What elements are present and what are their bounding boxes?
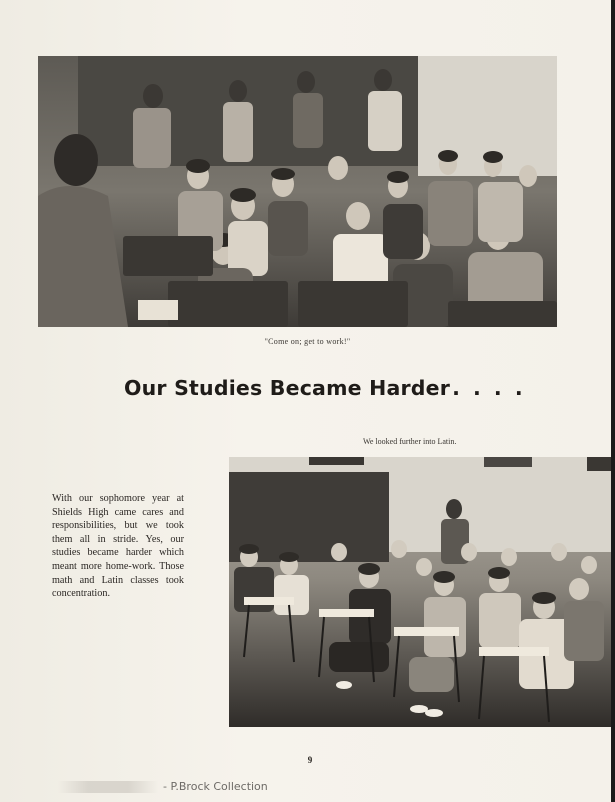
- headline-text: Our Studies Became Harder: [124, 376, 451, 400]
- classroom-photo-top: [38, 56, 557, 327]
- watermark-smudge: [58, 781, 158, 793]
- classroom-photo-bottom-image: [229, 457, 611, 727]
- collection-watermark: - P.Brock Collection: [163, 780, 268, 793]
- page-number: 9: [307, 755, 313, 765]
- page-headline: [124, 376, 526, 400]
- body-paragraph: With our sophomore year at Shields High came cares and responsibilities, but we took them all in stride. Yes, our studies became harder which meant more home-work. Those math and Latin classes took concentration.: [52, 493, 184, 600]
- top-photo-caption: "Come on; get to work!": [264, 337, 351, 346]
- bottom-photo-caption: We looked further into Latin.: [363, 437, 457, 446]
- headline-dots: . . . .: [452, 376, 526, 400]
- classroom-photo-bottom: [229, 457, 611, 727]
- classroom-photo-top-image: [38, 56, 557, 327]
- scan-edge: [611, 0, 615, 802]
